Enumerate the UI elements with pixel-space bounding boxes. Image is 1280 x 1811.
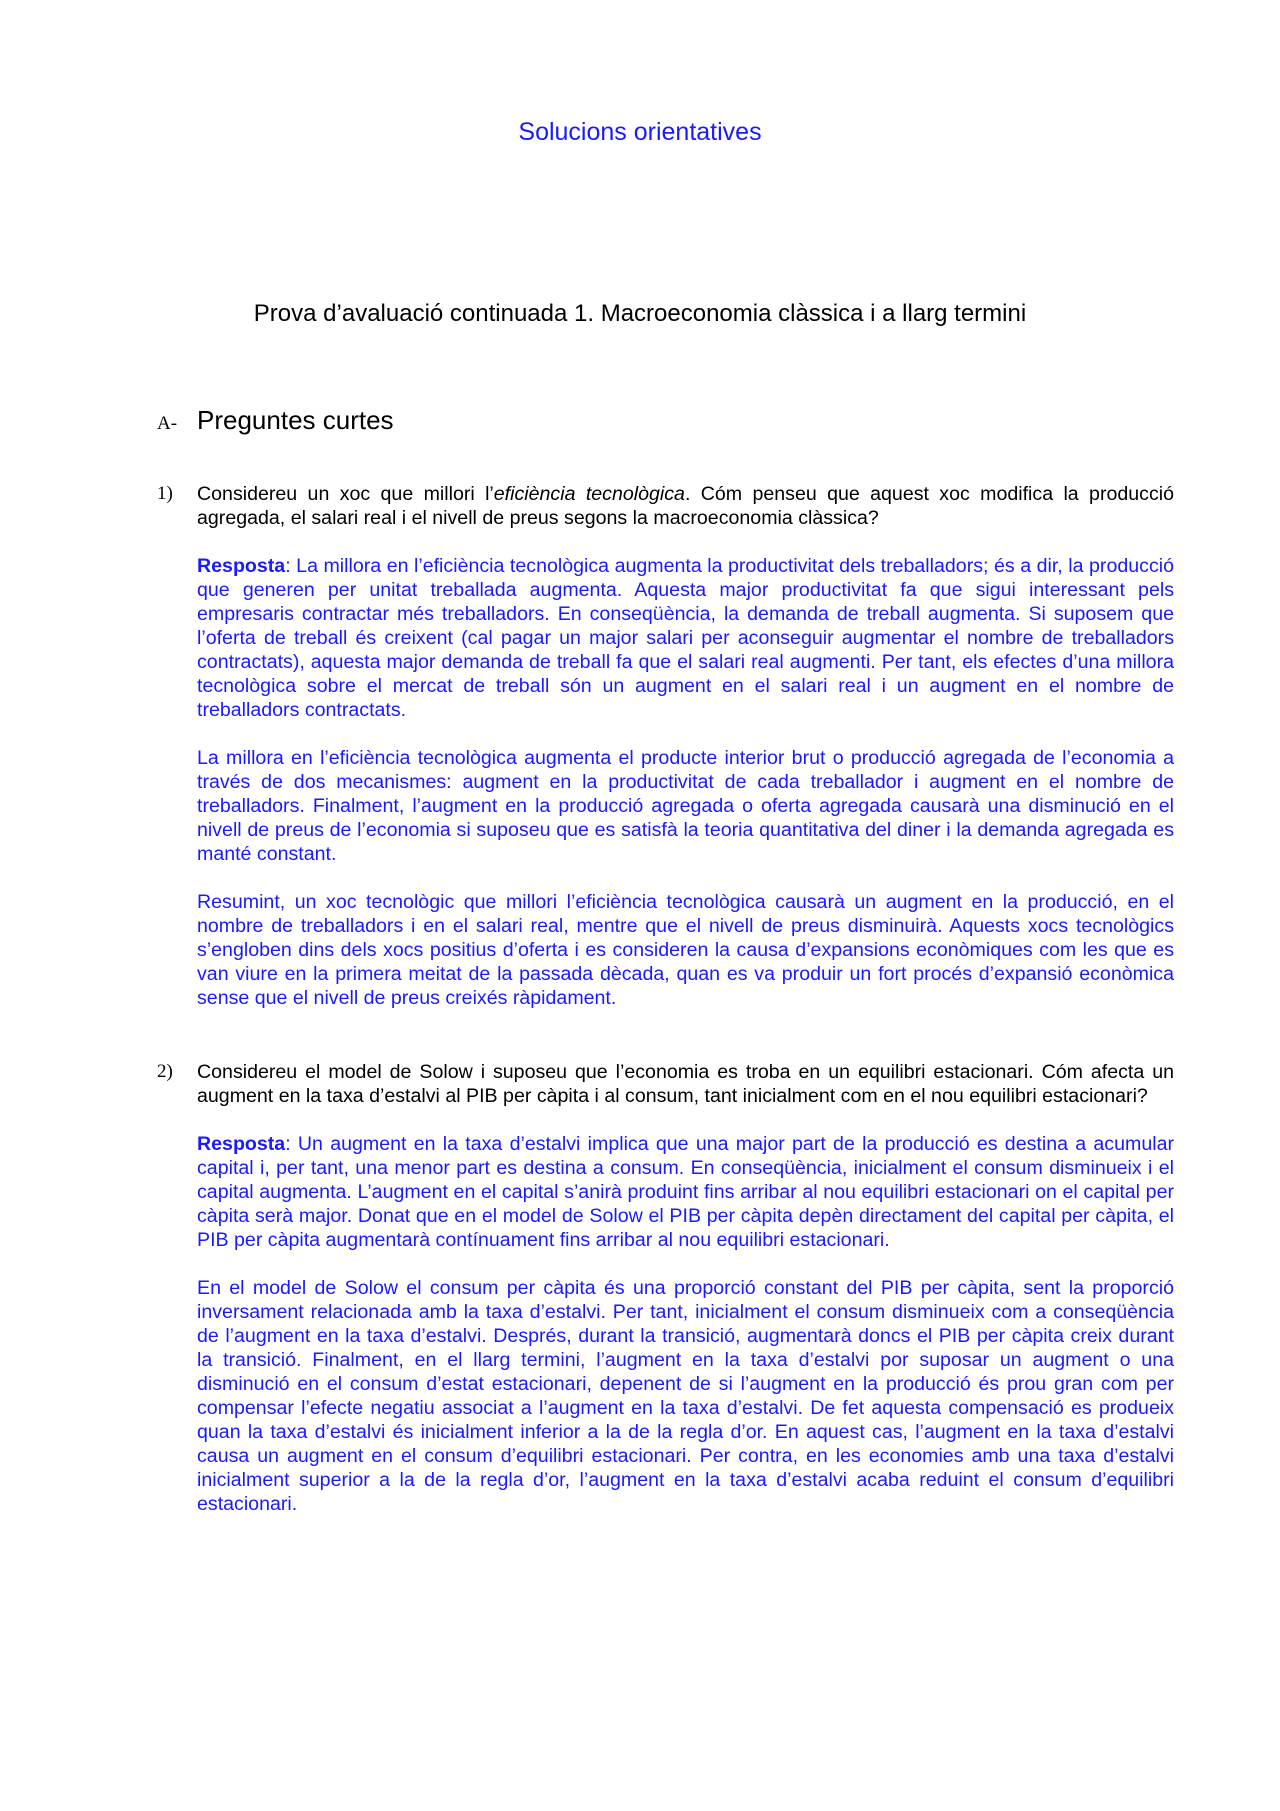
section-title: Preguntes curtes [197,405,394,435]
answer-block [197,1132,1174,1516]
document-title: Solucions orientatives [518,118,762,146]
section-heading [157,405,394,436]
question-text-emphasis: eficiència tecnològica [493,483,685,505]
question-text-part: Considereu un xoc que millori l’ [197,483,494,505]
question-2 [157,1060,1174,1516]
answer-paragraph: Resumint, un xoc tecnològic que millori l’eficiència tecnològica causarà un augment en la producció, en el nombre de treballadors i en el salari real, mentre que el nivell de preus disminuirà. Aquests xocs tecnològics s’engloben dins dels xocs positius d’oferta i es consideren la causa d’expansions econòmiques com les que es van viure en la primera meitat de la passada dècada, quan es va produir un fort procés d’expansió econòmica sense que el nivell de preus creixés ràpidament. [197,891,1174,1009]
question-text: Considereu el model de Solow i suposeu que l’economia es troba en un equilibri estacionari. Cóm afecta un augment en la taxa d’estalvi al PIB per càpita i al consum, tant inicialment com en el nou equilibri estacionari? [197,1061,1174,1107]
question-1 [157,482,1174,1010]
answer-paragraph: En el model de Solow el consum per càpita és una proporció constant del PIB per càpita, sent la proporció inversament relacionada amb la taxa d’estalvi. Per tant, inicialment el consum disminueix com a conseqüència de l’augment en la taxa d’estalvi. Després, durant la transició, augmentarà doncs el PIB per càpita creix durant la transició. Finalment, en el llarg termini, l’augment en la taxa d’estalvi por suposar un augment o una disminució en el consum d’estat estacionari, depenent de si l’augment en la producció és prou gran com per compensar l’efecte negatiu associat a l’augment en la taxa d’estalvi. De fet aquesta compensació es produeix quan la taxa d’estalvi és inicialment inferior a la de la regla d’or. En aquest cas, l’augment en la taxa d’estalvi causa un augment en el consum d’equilibri estacionari. Per contra, en les economies amb una taxa d’estalvi inicialment superior a la de la regla d’or, l’augment en la taxa d’estalvi acaba reduint el consum d’equilibri estacionari. [197,1277,1174,1515]
answer-label: Resposta [197,555,286,577]
question-text-part: . Cóm penseu que aquest xoc modifica la producció agregada, el salari real i el nivell de preus segons la macroeconomia clàssica? [197,483,1175,529]
question-text [197,482,1174,530]
question-number: 2) [157,1061,173,1082]
answer-paragraph [197,1132,1174,1252]
section-letter: A- [157,413,178,434]
answer-paragraph [197,554,1174,722]
answer-label: Resposta [197,1133,286,1155]
answer-block [197,554,1174,1010]
answer-text: : Un augment en la taxa d’estalvi implica que una major part de la producció es destina a acumular capital i, per tant, una menor part es destina a consum. En conseqüència, inicialment el consum disminueix i el capital augmenta. L’augment en el capital s’anirà produint fins arribar al nou equilibri estacionari on el capital per càpita serà major. Donat que en el model de Solow el PIB per càpita depèn directament del capital per càpita, el PIB per càpita augmentarà contínuament fins arribar al nou equilibri estacionari. [197,1133,1174,1251]
question-number: 1) [157,483,173,504]
answer-paragraph: La millora en l’eficiència tecnològica augmenta el producte interior brut o producció agregada de l’economia a través de dos mecanismes: augment en la productivitat de cada treballador i augment en el nombre de treballadors. Finalment, l’augment en la producció agregada o oferta agregada causarà una disminució en el nivell de preus de l’economia si suposeu que es satisfà la teoria quantitativa del diner i la demanda agregada es manté constant. [197,747,1174,865]
answer-text: : La millora en l’eficiència tecnològica augmenta la productivitat dels treballadors; és a dir, la producció que generen per unitat treballada augmenta. Aquesta major productivitat fa que sigui interessant pels empresaris contractar més treballadors. En conseqüència, la demanda de treball augmenta. Si suposem que l’oferta de treball és creixent (cal pagar un major salari per aconseguir augmentar el nombre de treballadors contractats), aquesta major demanda de treball fa que el salari real augmenti. Per tant, els efectes d’una millora tecnològica sobre el mercat de treball són un augment en el salari real i un augment en el nombre de treballadors contractats. [197,555,1174,721]
test-title: Prova d’avaluació continuada 1. Macroeconomia clàssica i a llarg termini [253,300,1027,327]
